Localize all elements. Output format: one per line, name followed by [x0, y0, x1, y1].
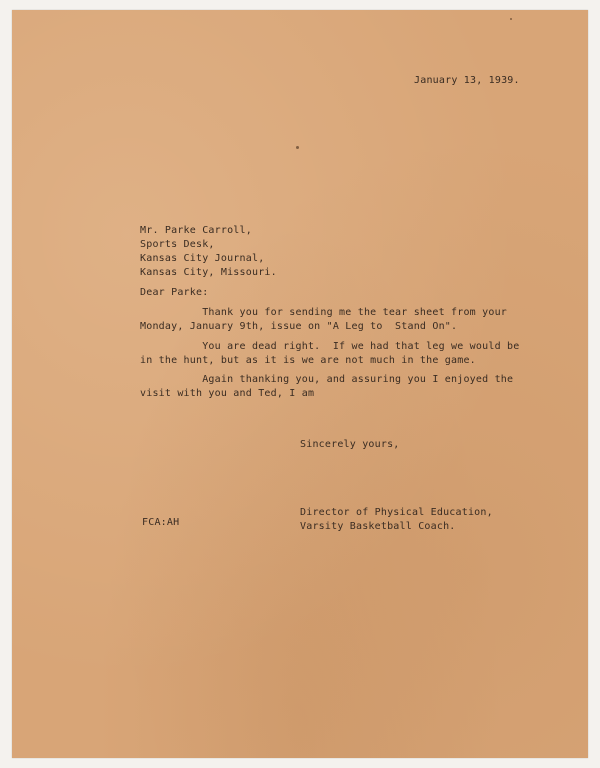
body-line: Monday, January 9th, issue on "A Leg to Stand On". — [140, 321, 458, 332]
letter-sheet — [12, 10, 588, 758]
recipient-line: Kansas City, Missouri. — [140, 267, 277, 278]
signature-line: Director of Physical Education, — [300, 507, 493, 518]
body-line: Again thanking you, and assuring you I enjoyed the — [140, 374, 514, 385]
signature-line: Varsity Basketball Coach. — [300, 521, 456, 532]
recipient-line: Mr. Parke Carroll, — [140, 225, 252, 236]
body-line: in the hunt, but as it is we are not much in the game. — [140, 355, 476, 366]
paper-speck — [296, 146, 299, 149]
letter-date: January 13, 1939. — [414, 75, 520, 86]
salutation: Dear Parke: — [140, 287, 209, 298]
body-line: Thank you for sending me the tear sheet from your — [140, 307, 508, 318]
closing: Sincerely yours, — [300, 439, 400, 450]
recipient-line: Kansas City Journal, — [140, 253, 265, 264]
recipient-line: Sports Desk, — [140, 239, 215, 250]
body-line: You are dead right. If we had that leg we would be — [140, 341, 520, 352]
typist-initials: FCA:AH — [142, 517, 180, 528]
paper-speck — [510, 18, 512, 20]
body-line: visit with you and Ted, I am — [140, 388, 315, 399]
